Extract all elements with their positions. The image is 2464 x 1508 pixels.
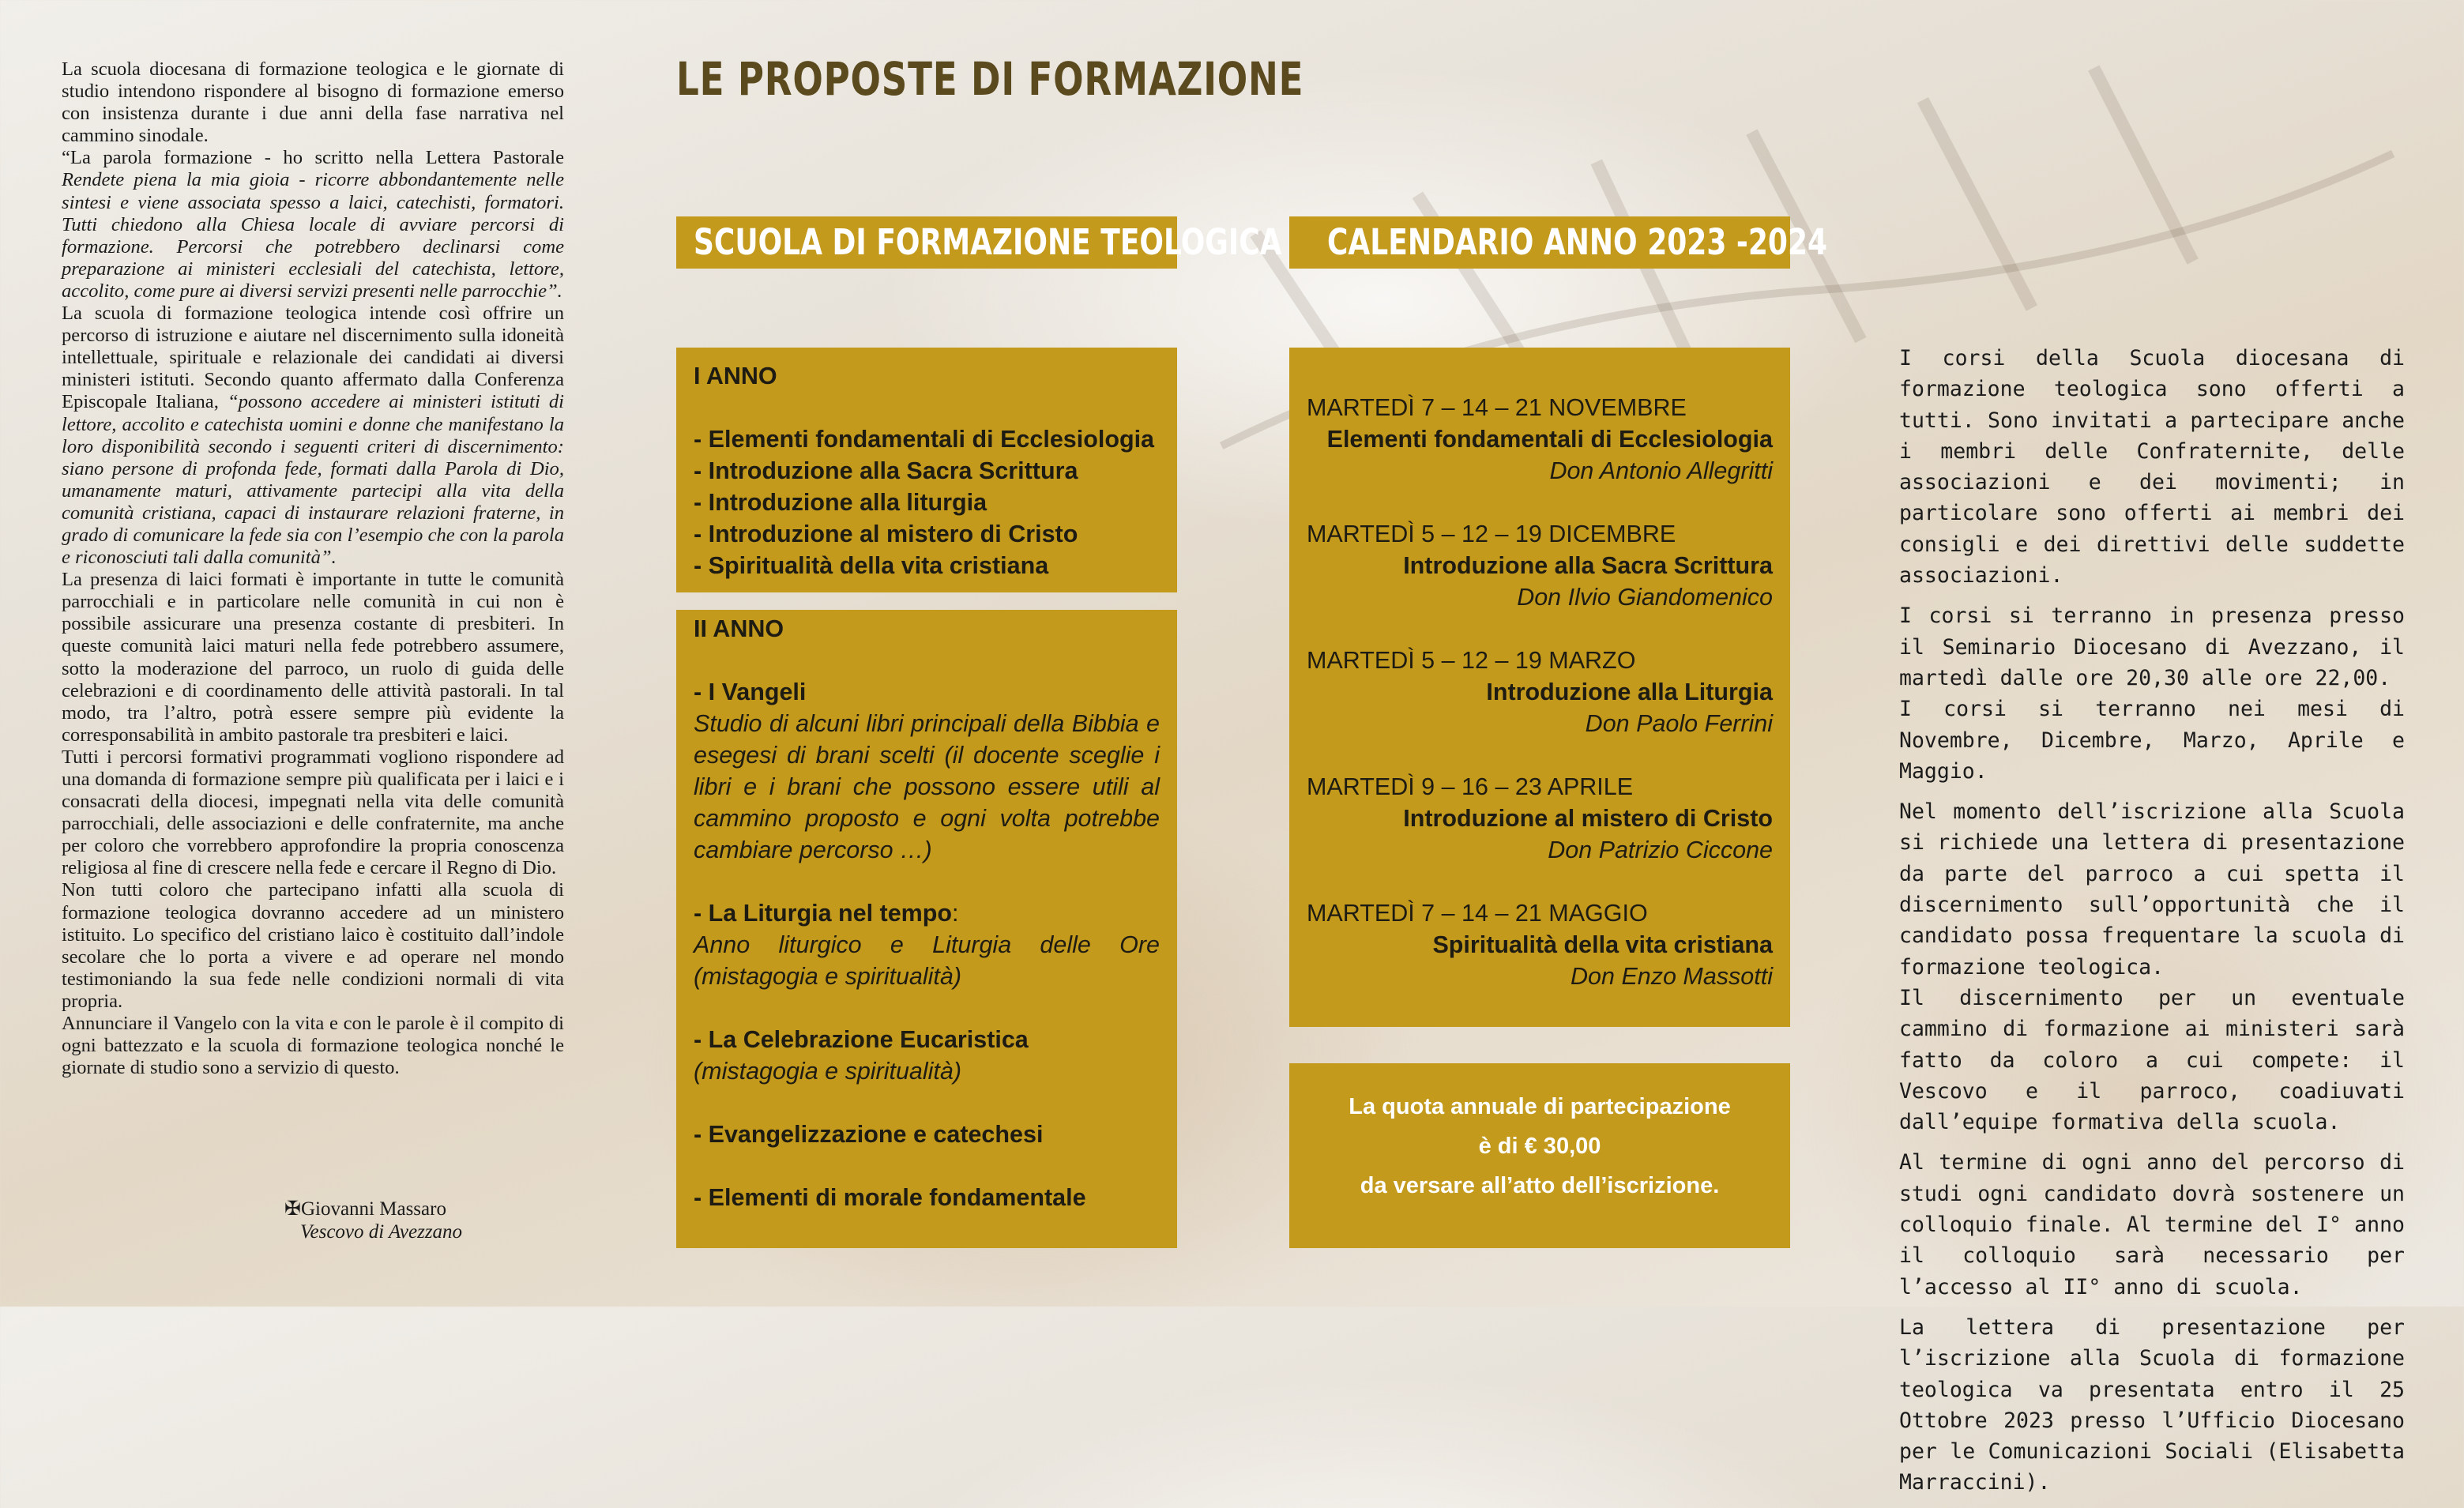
signature [284,1198,462,1243]
evangelizzazione-item: - Evangelizzazione e catechesi [694,1121,1044,1148]
liturgia-heading [694,897,1160,929]
calendar-teacher: Don Patrizio Ciccone [1548,837,1773,863]
left-paragraph-2 [62,147,564,303]
eucaristia-title: - La Celebrazione Eucaristica [694,1026,1029,1053]
right-paragraph-1: I corsi della Scuola diocesana di formazione teologica sono offerti a tutti. Sono invitati a partecipare anche i membri delle Confraternite, delle associazioni e dei movimenti; in particolare sono offerti ai membri dei consigli e dei direttivi delle suddette associazioni. [1899,346,2405,589]
signature-name: ✠Giovanni Massaro [284,1198,446,1220]
year-2-box [676,610,1177,1248]
calendar-dates: MARTEDÌ 5 – 12 – 19 DICEMBRE [1307,521,1676,547]
school-heading-text: SCUOLA DI FORMAZIONE TEOLOGICA [694,221,1282,263]
fee-line-1: La quota annuale di partecipazione [1349,1094,1731,1119]
calendar-heading [1289,216,1828,269]
right-paragraph-4: Al termine di ogni anno del percorso di studi ogni candidato dovrà sostenere un colloquio finale. Al termine del I° anno il colloquio sarà necessario per l’accesso al II° anno di scuola. [1899,1150,2405,1299]
calendar-teacher: Don Enzo Massotti [1571,963,1773,990]
vangeli-title: - I Vangeli [694,679,807,705]
morale-item: - Elementi di morale fondamentale [694,1184,1086,1211]
right-paragraph-3a: Nel momento dell’iscrizione alla Scuola si richiede una lettera di presentazione da parte del parroco a cui spetta il discernimento sull’opportunità che il candidato possa frequentare la scuola di formazione teologica. [1899,799,2405,980]
left-paragraph-1: La scuola diocesana di formazione teologica e le giornate di studio intendono rispondere al bisogno di formazione emerso con insistenza durante i due anni della fase narrativa nel cammino sinodale. [62,58,564,147]
calendar-entry [1307,645,1773,739]
calendar-heading-text: CALENDARIO ANNO 2023 -2024 [1327,221,1828,263]
liturgia-colon: : [952,900,959,927]
year-1-title: I ANNO [694,363,777,389]
signature-role: Vescovo di Avezzano [300,1221,463,1243]
right-paragraph-5: La lettera di presentazione per l’iscrizione alla Scuola di formazione teologica va presentata entro il 25 Ottobre 2023 presso l’Ufficio Diocesano per le Comunicazioni Sociali (Elisabetta Marraccini). [1899,1314,2405,1495]
left-paragraph-3-quote: “possono accedere ai ministeri istituti di lettore, accolito e catechista uomini e donne che manifestano la loro disponibilità secondo i seguenti criteri di discernimento: siano persone di profonda fede, formati dalla Parola di Dio, umanamente maturi, attivamente partecipi alla vita della comunità cristiana, capaci di instaurare relazioni fraterne, in grado di comunicare la fede sia con l’esempio che con la parola e riconosciuti tali dalla comunità”. [62,391,565,569]
left-paragraph-4: La presenza di laici formati è importante in tutte le comunità parrocchiali e in particolare nelle comunità in cui non è possibile assicurare una presenza costante di presbiteri. In queste comunità laici maturi nella fede potrebbero assumere, sotto la moderazione del parroco, un ruolo di guida delle celebrazioni e di coordinamento delle attività pastorali. In tal modo, tra l’altro, potrà essere sempre più evidente la corresponsabilità in ambito pastorale tra presbiteri e laici. [62,569,564,746]
calendar-course: Spiritualità della vita cristiana [1432,931,1773,958]
year-2-title: II ANNO [694,615,784,642]
calendar-course: Elementi fondamentali di Ecclesiologia [1326,426,1773,453]
calendar-teacher: Don Ilvio Giandomenico [1517,584,1773,611]
calendar-entry [1307,518,1773,613]
calendar-course: Introduzione al mistero di Cristo [1403,805,1773,832]
right-paragraph-3 [1899,796,2405,1138]
year-1-item: - Elementi fondamentali di Ecclesiologia [694,426,1155,453]
left-text-column [62,58,564,1079]
left-paragraph-3-lead: La scuola di formazione teologica intende così offrire un percorso di istruzione e aiutare nel discernimento sulla idoneità intellettuale, spirituale e relazionale dei candidati ai diversi ministeri istituti. Secondo quanto affermato dalla Conferenza Episcopale Italiana, [62,303,564,413]
right-paragraph-2a: I corsi si terranno in presenza presso il Seminario Diocesano di Avezzano, il martedì dalle ore 20,30 alle ore 22,00. [1899,604,2405,690]
calendar-dates: MARTEDÌ 7 – 14 – 21 MAGGIO [1307,900,1648,927]
vangeli-description: Studio di alcuni libri principali della Bibbia e esegesi di brani scelti (il docente sceglie i libri e i brani che possono essere utili al cammino proposto e ogni volta potrebbe cambiare percorso …) [694,710,1160,863]
page-title: LE PROPOSTE DI FORMAZIONE [676,52,1304,106]
calendar-teacher: Don Antonio Allegritti [1549,457,1773,484]
fee-line-3: da versare all’atto dell’iscrizione. [1360,1173,1720,1198]
right-paragraph-2b: I corsi si terranno nei mesi di Novembre, Dicembre, Marzo, Aprile e Maggio. [1899,697,2405,784]
calendar-box [1289,348,1790,1027]
right-text-column [1899,343,2405,1508]
year-1-item: - Introduzione alla Sacra Scrittura [694,457,1078,484]
left-paragraph-6: Non tutti coloro che partecipano infatti alla scuola di formazione teologica dovranno accedere ad un ministero istituito. Lo specifico del cristiano laico è costituito dall’indole secolare che lo porta a vivere e ad operare nel mondo testimoniando la sua fede nelle condizioni normali di vita propria. [62,879,564,1012]
right-paragraph-2 [1899,600,2405,787]
liturgia-title: - La Liturgia nel tempo [694,900,953,927]
left-paragraph-2-lead: “La parola formazione - ho scritto nella Lettera Pastorale [62,147,564,169]
left-paragraph-3 [62,303,564,569]
calendar-entry [1307,392,1773,487]
year-1-item: - Introduzione alla liturgia [694,489,987,516]
liturgia-description: Anno liturgico e Liturgia delle Ore (mistagogia e spiritualità) [694,931,1160,990]
fee-line-2: è di € 30,00 [1478,1134,1601,1159]
calendar-entry [1307,771,1773,866]
left-paragraph-5: Tutti i percorsi formativi programmati vogliono rispondere ad una domanda di formazione sempre più qualificata per i laici e i consacrati della diocesi, impegnati nella vita delle comunità parrocchiali, delle associazioni e delle confraternite, ma anche per coloro che vorrebbero approfondire la propria conoscenza religiosa al fine di crescere nella fede e cercare il Regno di Dio. [62,746,564,879]
calendar-entry [1307,897,1773,992]
school-heading [676,216,1282,269]
right-paragraph-3b: Il discernimento per un eventuale cammino di formazione ai ministeri sarà fatto da coloro a cui compete: il Vescovo e il parroco, coadiuvati dall’equipe formativa della scuola. [1899,985,2405,1135]
calendar-dates: MARTEDÌ 7 – 14 – 21 NOVEMBRE [1307,394,1687,421]
year-1-box [676,348,1177,592]
left-paragraph-2-quote: Rendete piena la mia gioia - ricorre abbondantemente nelle sintesi e viene associata spesso a laici, catechisti, formatori. Tutti chiedono alla Chiesa locale di avviare percorsi di formazione. Percorsi che potrebbero declinarsi come preparazione ai ministeri ecclesiali del catechista, lettore, accolito, come pure ai diversi servizi presenti nelle parrocchie”. [62,169,564,302]
left-paragraph-7: Annunciare il Vangelo con la vita e con le parole è il compito di ogni battezzato e la scuola di formazione teologica nonché le giornate di studio sono a servizio di questo. [62,1013,564,1079]
calendar-dates: MARTEDÌ 9 – 16 – 23 APRILE [1307,773,1634,800]
calendar-course: Introduzione alla Sacra Scrittura [1403,552,1773,579]
calendar-teacher: Don Paolo Ferrini [1585,710,1773,737]
fee-box [1289,1063,1790,1248]
calendar-dates: MARTEDÌ 5 – 12 – 19 MARZO [1307,647,1636,674]
calendar-course: Introduzione alla Liturgia [1486,679,1773,705]
eucaristia-description: (mistagogia e spiritualità) [694,1058,962,1085]
year-1-item: - Introduzione al mistero di Cristo [694,521,1078,547]
year-1-item: - Spiritualità della vita cristiana [694,552,1049,579]
